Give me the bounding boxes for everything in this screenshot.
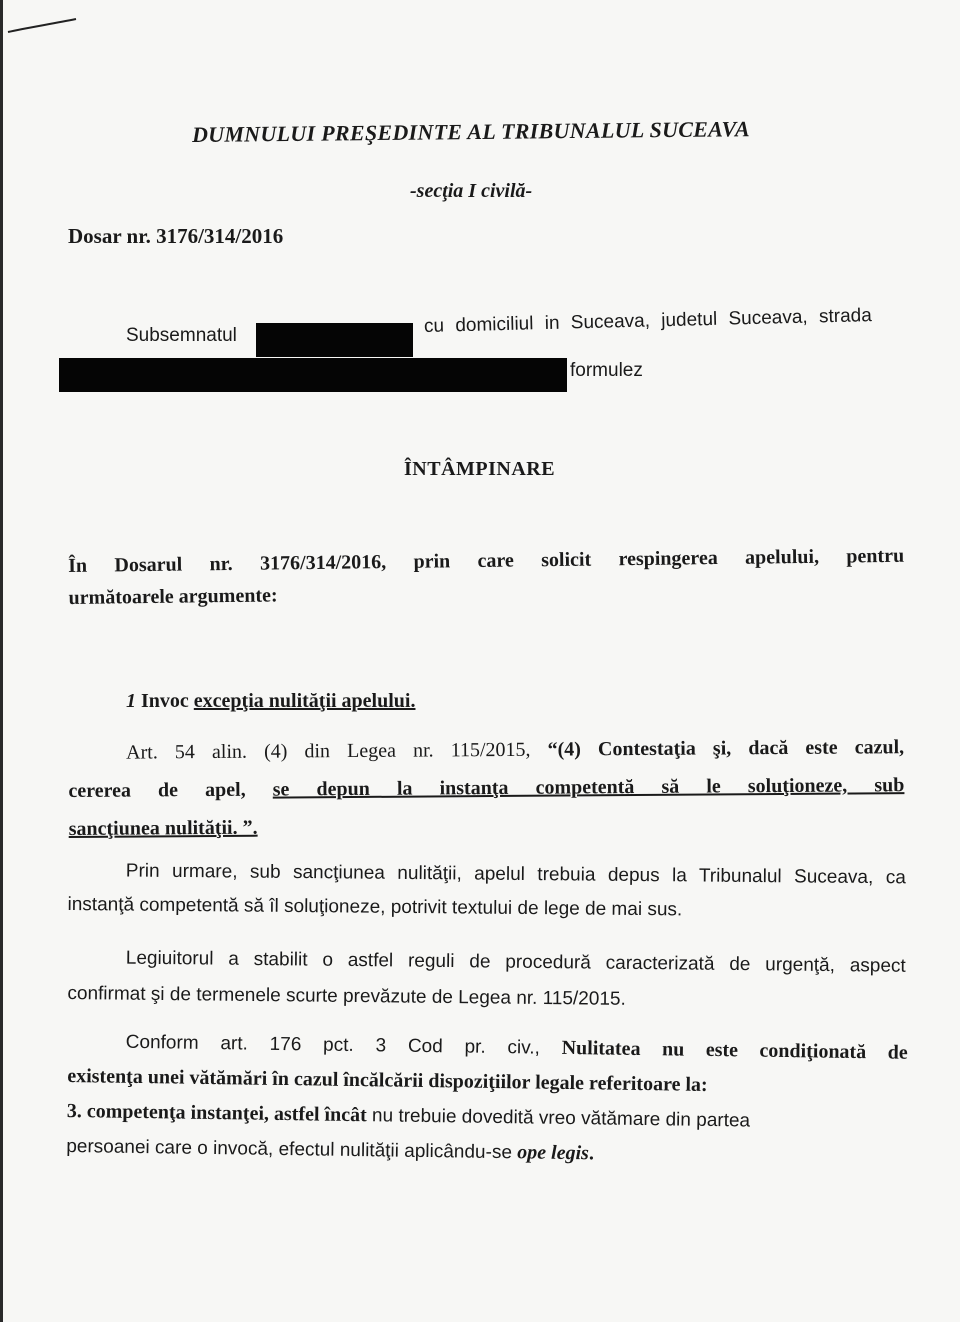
intro-formulez: formulez [570,360,643,381]
quote-line2-bold: cererea de apel, [68,778,273,802]
document-heading: ÎNTÂMPINARE [404,458,556,480]
paragraph-consequence-line1: Prin urmare, sub sancţiunea nulităţii, apelul trebuia depus la Tribunalul Suceava, ca [125,860,906,889]
paragraph-legislator-line2: confirmat şi de termenele scurte prevăzute de Legea nr. 115/2015. [67,982,626,1010]
paragraph-request-line1: În Dosarul nr. 3176/314/2016, prin care solicit respingerea apelului, pentru [68,544,905,577]
quote-line2-underlined: se depun la instanţa competentă să le soluţioneze, sub [272,774,905,801]
court-section: -secţia I civilă- [410,180,533,202]
paragraph-request-line2: următoarele argumente: [68,584,278,609]
paragraph-legal-quote [68,728,905,848]
case-number: Dosar nr. 3176/314/2016 [68,224,284,248]
nullity-ope-legis: ope legis [517,1141,590,1165]
nullity-lead: Conform art. 176 pct. 3 Cod pr. civ., [125,1031,562,1059]
paragraph-consequence [67,854,906,929]
quote-line3-underlined: sancţiunea nulităţii. ”. [68,816,258,840]
quote-lead: Art. 54 alin. (4) din Legea nr. 115/2015, [126,738,548,764]
intro-domiciliu: cu domiciliul in Suceava, judetul Suceava, strada [423,305,873,337]
argument-1-number: 1 [126,690,136,712]
quote-text-bold: “(4) Contestaţia şi, dacă este cazul, [547,736,905,761]
paragraph-legislator [67,940,906,1021]
argument-1-title: excepţia nulităţii apelului. [193,690,416,712]
nullity-line4: persoanei care o invocă, efectul nulităţii aplicându-se [66,1135,518,1164]
argument-1 [126,690,415,713]
nullity-bold1: Nulitatea nu este condiţionată de [561,1036,908,1064]
nullity-end: . [588,1142,595,1165]
addressee-title: DUMNULUI PREŞEDINTE AL TRIBUNALUL SUCEAVA [191,116,751,147]
redaction-name [256,323,413,357]
nullity-bold3: 3. competenţa instanţei, astfel încât [66,1099,367,1127]
paragraph-legislator-line1: Legiuitorul a stabilit o astfel reguli de procedură caracterizată de urgenţă, aspect [125,947,906,977]
paragraph-nullity [66,1024,908,1176]
intro-subsemnatul: Subsemnatul [126,325,237,346]
argument-1-prefix: Invoc [141,690,189,712]
nullity-rest3: nu trebuie dovedită vreo vătămare din partea [366,1105,751,1132]
page-edge-shadow [0,0,3,1322]
nullity-bold2: existenţa unei vătămări în cazul încălcării dispoziţiilor legale referitoare la: [67,1064,708,1096]
redaction-address [59,358,567,392]
pen-stroke-mark [6,14,78,38]
paragraph-request [68,540,905,614]
paragraph-consequence-line2: instanţă competentă să îl soluţioneze, potrivit textului de lege de mai sus. [67,893,683,921]
